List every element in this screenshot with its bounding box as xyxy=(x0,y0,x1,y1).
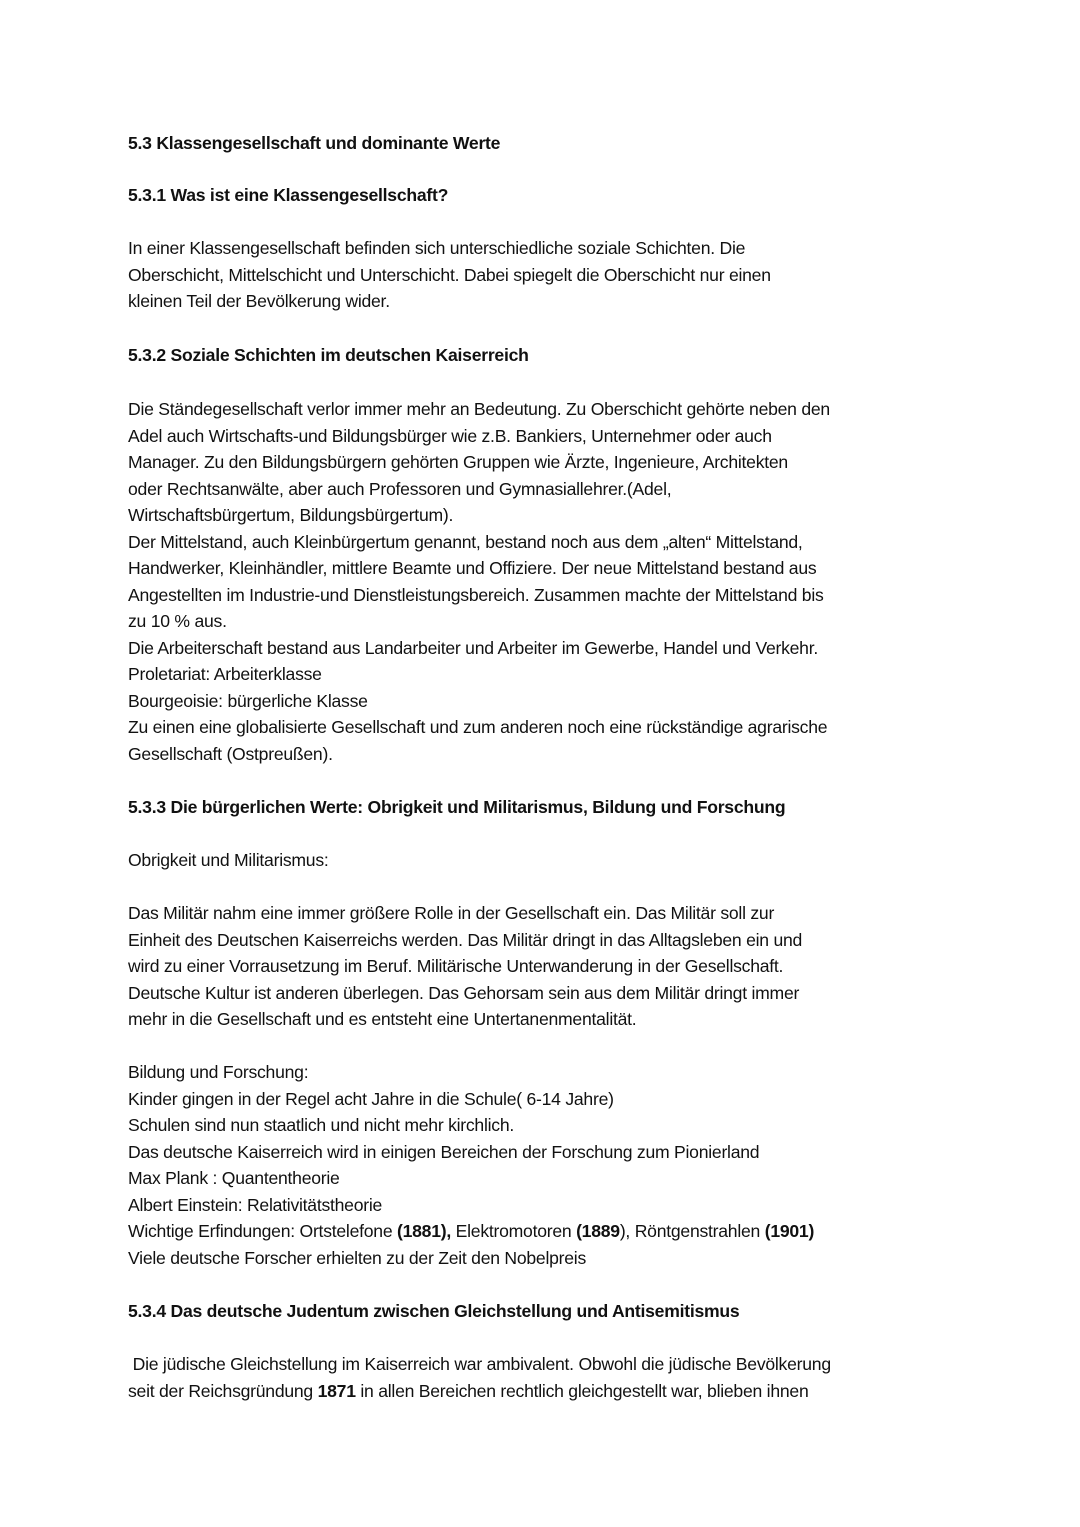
text-line: Zu einen eine globalisierte Gesellschaft und zum anderen noch eine rückständige agrarische xyxy=(128,717,828,737)
text-line: Proletariat: Arbeiterklasse xyxy=(128,664,322,684)
subheading-obrigkeit: Obrigkeit und Militarismus: xyxy=(128,850,329,870)
year-1901: (1901) xyxy=(764,1221,815,1241)
text: Wichtige Erfindungen: Ortstelefone xyxy=(128,1221,397,1241)
text-line: Adel auch Wirtschafts-und Bildungsbürger wie z.B. Bankiers, Unternehmer oder auch xyxy=(128,425,772,446)
text: seit der Reichsgründung xyxy=(128,1380,318,1401)
text-line: kleinen Teil der Bevölkerung wider. xyxy=(128,291,390,311)
year-1881: (1881), xyxy=(397,1221,451,1241)
year-1871: 1871 xyxy=(317,1380,356,1401)
heading-5-3-1: 5.3.1 Was ist eine Klassengesellschaft? xyxy=(128,185,449,205)
text-line: Manager. Zu den Bildungsbürgern gehörten Gruppen wie Ärzte, Ingenieure, Architekten xyxy=(128,452,788,472)
text-line xyxy=(128,1378,1008,1405)
text-line: Die Arbeiterschaft bestand aus Landarbeiter und Arbeiter im Gewerbe, Handel und Verkehr. xyxy=(128,637,818,658)
heading-5-3-2: 5.3.2 Soziale Schichten im deutschen Kaiserreich xyxy=(128,345,529,365)
text-line: Das Militär nahm eine immer größere Rolle in der Gesellschaft ein. Das Militär soll zur xyxy=(128,903,775,923)
text: Elektromotoren xyxy=(451,1221,577,1241)
text-line: In einer Klassengesellschaft befinden sich unterschiedliche soziale Schichten. Die xyxy=(128,238,746,258)
text-line: mehr in die Gesellschaft und es entsteht eine Untertanenmentalität. xyxy=(128,1009,637,1029)
text-line: Die jüdische Gleichstellung im Kaiserreich war ambivalent. Obwohl die jüdische Bevölkerung xyxy=(128,1354,831,1374)
text-line: Bildung und Forschung: xyxy=(128,1062,309,1082)
paragraph-militarismus xyxy=(128,900,1008,1033)
text-line: Albert Einstein: Relativitätstheorie xyxy=(128,1194,383,1215)
text-line: Angestellten im Industrie-und Dienstleistungsbereich. Zusammen machte der Mittelstand bis xyxy=(128,584,824,605)
heading-5-3-3: 5.3.3 Die bürgerlichen Werte: Obrigkeit und Militarismus, Bildung und Forschung xyxy=(128,797,786,817)
text-line: Das deutsche Kaiserreich wird in einigen Bereichen der Forschung zum Pionierland xyxy=(128,1141,760,1162)
text-line: Schulen sind nun staatlich und nicht mehr kirchlich. xyxy=(128,1115,515,1135)
text-line: Kinder gingen in der Regel acht Jahre in die Schule( 6-14 Jahre) xyxy=(128,1088,614,1109)
text-line: oder Rechtsanwälte, aber auch Professoren und Gymnasiallehrer.(Adel, xyxy=(128,478,672,499)
text-line: Viele deutsche Forscher erhielten zu der Zeit den Nobelpreis xyxy=(128,1247,587,1268)
text-line: Einheit des Deutschen Kaiserreichs werden. Das Militär dringt in das Alltagsleben ein und xyxy=(128,929,803,950)
text-line: Gesellschaft (Ostpreußen). xyxy=(128,743,333,764)
inventions-line xyxy=(128,1218,1008,1245)
year-1889: (1889 xyxy=(576,1221,620,1241)
text-line: Oberschicht, Mittelschicht und Unterschicht. Dabei spiegelt die Oberschicht nur einen xyxy=(128,264,771,285)
text-line: Die Ständegesellschaft verlor immer mehr an Bedeutung. Zu Oberschicht gehörte neben den xyxy=(128,399,830,419)
text: in allen Bereichen rechtlich gleichgestellt war, blieben ihnen xyxy=(355,1380,809,1401)
paragraph-klassengesellschaft xyxy=(128,235,1008,315)
text-line: Wirtschaftsbürgertum, Bildungsbürgertum). xyxy=(128,505,454,525)
text-line: Max Plank : Quantentheorie xyxy=(128,1168,340,1188)
text-line: Handwerker, Kleinhändler, mittlere Beamte und Offiziere. Der neue Mittelstand bestand aus xyxy=(128,558,817,578)
paragraph-judentum xyxy=(128,1351,1008,1404)
heading-5-3-4: 5.3.4 Das deutsche Judentum zwischen Gleichstellung und Antisemitismus xyxy=(128,1301,740,1321)
text: ), Röntgenstrahlen xyxy=(619,1221,765,1241)
paragraph-soziale-schichten xyxy=(128,396,1008,767)
text-line: Bourgeoisie: bürgerliche Klasse xyxy=(128,690,368,711)
text-line: Deutsche Kultur ist anderen überlegen. Das Gehorsam sein aus dem Militär dringt immer xyxy=(128,982,800,1003)
paragraph-bildung xyxy=(128,1059,1008,1271)
text-line: zu 10 % aus. xyxy=(128,611,227,631)
text-line: Der Mittelstand, auch Kleinbürgertum genannt, bestand noch aus dem „alten“ Mittelstand, xyxy=(128,531,803,552)
heading-5-3: 5.3 Klassengesellschaft und dominante Werte xyxy=(128,133,501,153)
text-line: wird zu einer Vorrausetzung im Beruf. Militärische Unterwanderung in der Gesellschaft. xyxy=(128,956,784,976)
